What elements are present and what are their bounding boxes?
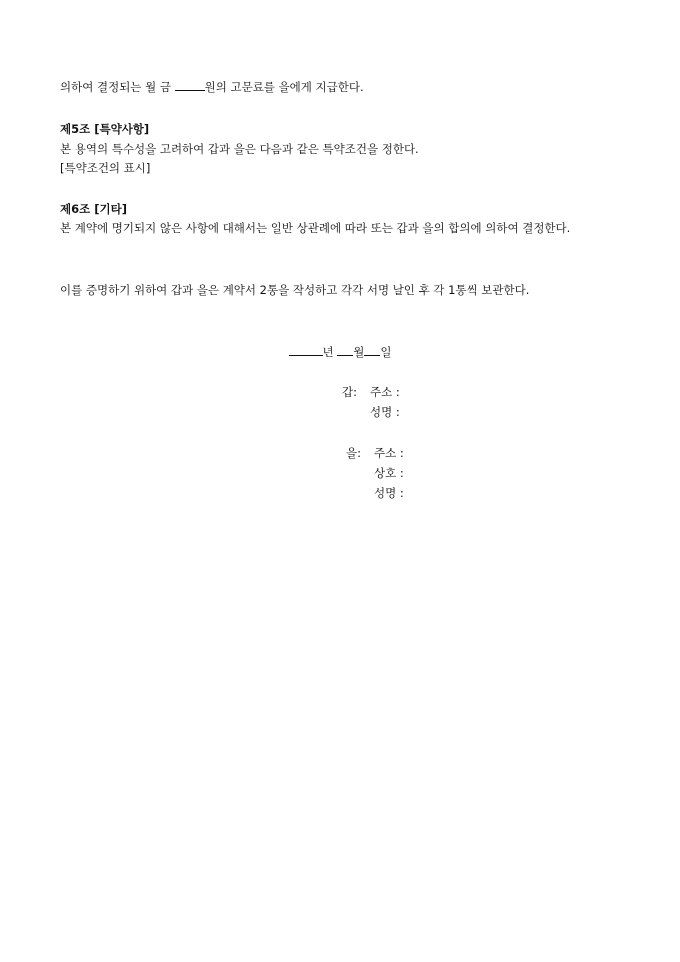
- party-a-address: 주소 :: [370, 385, 400, 399]
- year-label: 년: [322, 345, 334, 359]
- party-b-label: 을:: [346, 446, 361, 460]
- day-blank: [364, 343, 380, 356]
- party-b-name: 성명 :: [374, 486, 404, 500]
- article6-body: 본 계약에 명기되지 않은 사항에 대해서는 일반 상관례에 따라 또는 갑과 을의 합의에 의하여 결정한다.: [60, 221, 571, 235]
- closing-statement: 이를 증명하기 위하여 갑과 을은 계약서 2통을 작성하고 각각 서명 날인 후 각 1통씩 보관한다.: [60, 283, 530, 297]
- day-label: 일: [380, 345, 392, 359]
- party-a-label: 갑:: [342, 385, 357, 399]
- fee-amount-blank: [175, 78, 205, 91]
- fee-clause-part1: 의하여 결정되는 월 금: [60, 80, 175, 94]
- date-line: [0, 343, 680, 362]
- party-b-address: 주소 :: [374, 446, 404, 460]
- article6-title: 제6조 [기타]: [60, 202, 127, 216]
- article5-title: 제5조 [특약사항]: [60, 122, 150, 136]
- fee-clause-part2: 원의 고문료를 을에게 지급한다.: [204, 80, 364, 94]
- party-b-company: 상호 :: [374, 466, 404, 480]
- article5-note: [특약조건의 표시]: [60, 161, 151, 175]
- month-blank: [337, 343, 353, 356]
- year-blank: [289, 343, 323, 356]
- fee-clause-line: [60, 78, 625, 97]
- month-label: 월: [353, 345, 365, 359]
- article5-body: 본 용역의 특수성을 고려하여 갑과 을은 다음과 같은 특약조건을 정한다.: [60, 142, 419, 156]
- party-a-name: 성명 :: [370, 405, 400, 419]
